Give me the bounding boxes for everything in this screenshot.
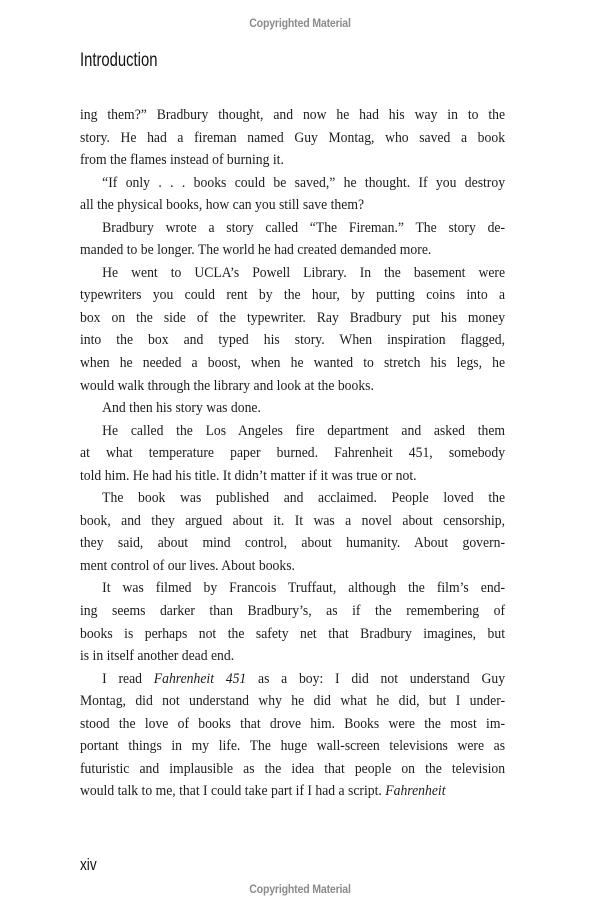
paragraph: [80, 262, 505, 397]
text-line: story. He had a fireman named Guy Montag, who saved a book: [80, 129, 506, 146]
text-line: books is perhaps not the safety net that Bradbury imagines, but: [80, 625, 506, 642]
paragraph: [80, 397, 505, 420]
section-title: Introduction: [80, 50, 158, 71]
paragraph: [80, 217, 505, 262]
paragraph: [80, 104, 505, 172]
text-line: The book was published and acclaimed. People loved the: [102, 490, 506, 507]
text-line: manded to be longer. The world he had created demanded more.: [80, 242, 432, 259]
copyright-notice-bottom: Copyrighted Material: [249, 884, 351, 896]
text-line: at what temperature paper burned. Fahrenheit 451, somebody: [80, 445, 506, 462]
text-line: book, and they argued about it. It was a novel about censorship,: [80, 512, 506, 529]
text-line: ing seems darker than Bradbury’s, as if the remembering of: [80, 603, 506, 620]
text-line: all the physical books, how can you still save them?: [80, 197, 365, 214]
text-line: He went to UCLA’s Powell Library. In the basement were: [102, 264, 506, 281]
text-line: It was filmed by Francois Truffaut, although the film’s end-: [102, 580, 506, 597]
text-line: He called the Los Angeles fire department and asked them: [102, 422, 506, 439]
text-line: I read Fahrenheit 451 as a boy: I did not understand Guy: [102, 670, 506, 687]
text-line: stood the love of books that drove him. Books were the most im-: [80, 715, 506, 732]
text-line: is in itself another dead end.: [80, 648, 235, 665]
paragraph: [80, 420, 505, 488]
text-line: Bradbury wrote a story called “The Fireman.” The story de-: [102, 219, 506, 236]
text-line: would talk to me, that I could take part if I had a script. Fahrenheit: [80, 783, 446, 800]
copyright-notice-top: Copyrighted Material: [249, 18, 351, 30]
text-line: Montag, did not understand why he did what he did, but I under-: [80, 693, 506, 710]
text-line: they said, about mind control, about humanity. About govern-: [80, 535, 506, 552]
text-line: when he needed a boost, when he wanted to stretch his legs, he: [80, 355, 506, 372]
text-line: “If only . . . books could be saved,” he thought. If you destroy: [102, 174, 506, 191]
text-line: ing them?” Bradbury thought, and now he had his way in to the: [80, 107, 506, 123]
text-line: ment control of our lives. About books.: [80, 557, 295, 574]
page-number: xiv: [80, 855, 97, 874]
text-line: portant things in my life. The huge wall-screen televisions were as: [80, 738, 506, 755]
paragraph: [80, 172, 505, 217]
text-line: box on the side of the typewriter. Ray Bradbury put his money: [80, 309, 506, 326]
text-line: would walk through the library and look at the books.: [80, 377, 374, 394]
text-line: into the box and typed his story. When inspiration flagged,: [80, 332, 506, 349]
paragraph: [80, 487, 505, 577]
text-line: from the flames instead of burning it.: [80, 152, 284, 169]
text-line: typewriters you could rent by the hour, by putting coins into a: [80, 287, 506, 304]
paragraph: [80, 577, 505, 667]
text-line: And then his story was done.: [102, 400, 261, 417]
text-line: futuristic and implausible as the idea that people on the television: [80, 760, 506, 777]
text-line: told him. He had his title. It didn’t matter if it was true or not.: [80, 467, 417, 484]
paragraph: [80, 668, 505, 803]
body-text: [80, 104, 505, 803]
